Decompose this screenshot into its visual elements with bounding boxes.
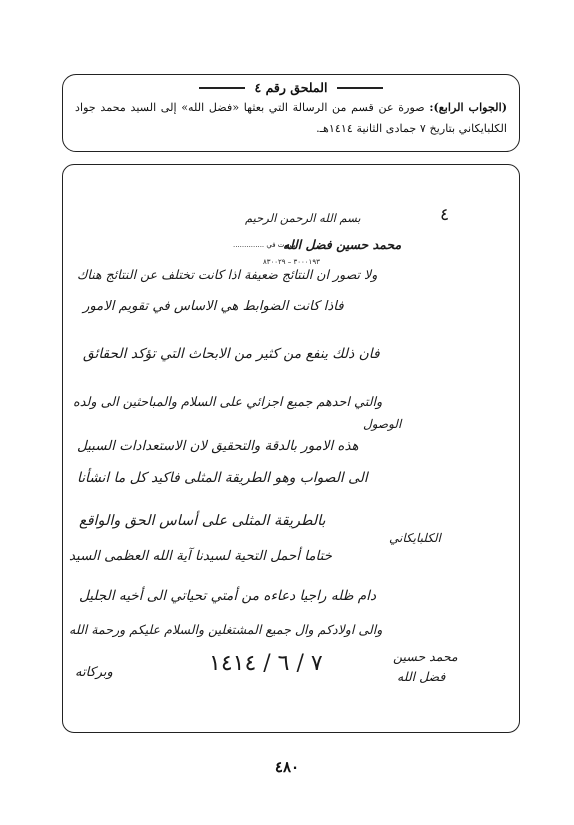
handwritten-line-10: والى اولادكم وال جميع المشتغلين والسلام عليكم ورحمة الله xyxy=(69,622,383,637)
handwritten-line-2: فاذا كانت الضوابط هي الاساس في تقويم الامور xyxy=(83,299,344,314)
title-rule-left xyxy=(199,87,245,89)
signature-line-1: محمد حسين xyxy=(393,649,458,664)
handwritten-line-8: ختاما أحمل التحية لسيدنا آية الله العظمى السيد xyxy=(69,549,332,564)
letterhead-name: محمد حسين فضل الله xyxy=(283,237,402,252)
caption-text: صورة عن قسم من الرسالة التي بعثها «فضل الله» إلى السيد محمد جواد الكلبايكاني بتاريخ ٧ جمادى الثانية ١٤١٤هـ. xyxy=(75,101,507,135)
handwritten-line-11: وبركاته xyxy=(75,665,113,680)
handwritten-line-5: هذه الامور بالدقة والتحقيق لان الاستعدادات السبيل xyxy=(77,439,359,454)
margin-note-1: الوصول xyxy=(363,417,402,431)
letter-scan-frame xyxy=(62,164,520,733)
caption-label: (الجواب الرابع): xyxy=(429,100,507,114)
appendix-header-box xyxy=(62,74,520,152)
appendix-caption xyxy=(75,97,507,139)
appendix-title: الملحق رقم ٤ xyxy=(254,80,328,95)
appendix-title-row xyxy=(75,80,507,95)
letterhead-phone: ٣٠٠٠١٩٣ – ٨٣٠٠٢٩ xyxy=(263,258,320,266)
page-number: ٤٨٠ xyxy=(274,758,300,776)
signature-line-2: فضل الله xyxy=(397,669,446,684)
letter-page-mark: ٤ xyxy=(440,205,450,225)
letterhead-place: بيروت في .............. xyxy=(233,241,296,249)
handwritten-line-1: ولا تصور ان النتائج ضعيفة اذا كانت تختلف عن النتائج هناك xyxy=(77,267,378,282)
handwritten-line-3: فان ذلك ينفع من كثير من الابحاث التي تؤكد الحقائق xyxy=(83,346,380,362)
handwritten-line-7: بالطريقة المثلى على أساس الحق والواقع xyxy=(79,513,326,529)
handwritten-line-6: الى الصواب وهو الطريقة المثلى فاكيد كل ما انشأنا xyxy=(77,470,368,486)
letter-date: ٧ / ٦ / ١٤١٤ xyxy=(209,651,323,676)
letter-basmala: بسم الله الرحمن الرحيم xyxy=(245,211,361,225)
handwritten-line-4: والتي احدهم جميع اجزائي على السلام والمباحثين الى ولده xyxy=(73,395,383,410)
handwritten-line-9: دام ظله راجيا دعاءه من أمتي تحياتي الى أخيه الجليل xyxy=(79,588,376,604)
title-rule-right xyxy=(337,87,383,89)
margin-note-2: الكلبايكاني xyxy=(389,531,441,545)
